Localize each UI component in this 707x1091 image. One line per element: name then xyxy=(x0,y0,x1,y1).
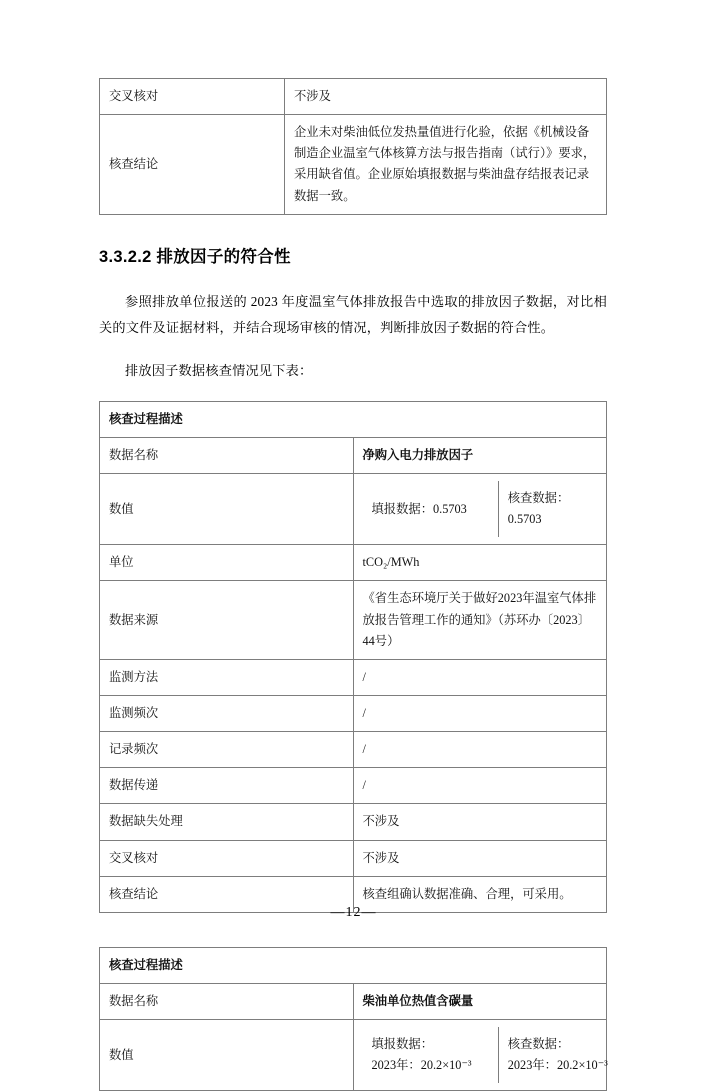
table-header-cell: 核查过程描述 xyxy=(100,401,607,437)
cell-label: 数据名称 xyxy=(100,983,354,1019)
verified-2023: 2023年：20.2×10⁻³ xyxy=(507,1058,608,1073)
spacer xyxy=(99,385,607,401)
cell-value: 不涉及 xyxy=(285,79,607,115)
cell-value: 企业未对柴油低位发热量值进行化验，依据《机械设备制造企业温室气体核算方法与报告指南（试行）》要求，采用缺省值。企业原始填报数据与柴油盘存结报表记录数据一致。 xyxy=(285,115,607,215)
cell-value-split xyxy=(353,1020,607,1091)
cell-value: 柴油单位热值含碳量 xyxy=(353,983,607,1019)
table-row xyxy=(100,437,607,473)
cell-label: 数值 xyxy=(100,473,354,544)
table-row xyxy=(100,659,607,695)
table-row xyxy=(100,115,607,215)
table-row xyxy=(100,732,607,768)
table-header-row xyxy=(100,401,607,437)
cell-value: 不涉及 xyxy=(353,840,607,876)
cell-value: / xyxy=(353,732,607,768)
cell-reported-value: 填报数据：0.5703 xyxy=(363,481,499,537)
spacer xyxy=(99,342,607,358)
cell-label: 数据名称 xyxy=(100,437,354,473)
table-lead-in: 排放因子数据核查情况见下表： xyxy=(125,363,313,379)
section-paragraph: 参照排放单位报送的 2023 年度温室气体排放报告中选取的排放因子数据，对比相关的文件及证据材料，并结合现场审核的情况，判断排放因子数据的符合性。 xyxy=(99,293,607,336)
table-row xyxy=(100,695,607,731)
cell-value: 核查组确认数据准确、合理，可采用。 xyxy=(353,876,607,912)
cell-label: 单位 xyxy=(100,545,354,581)
verified-label: 核查数据： xyxy=(507,1037,570,1052)
table-row xyxy=(100,473,607,544)
table-emission-factor-electricity xyxy=(99,401,607,913)
table-emission-factor-diesel xyxy=(99,947,607,1091)
table-row xyxy=(100,1020,607,1091)
table-row xyxy=(100,983,607,1019)
cell-value: / xyxy=(353,695,607,731)
table-row xyxy=(100,768,607,804)
cell-label: 数值 xyxy=(100,1020,354,1091)
table-row xyxy=(100,545,607,581)
table-row xyxy=(100,840,607,876)
table-continued-top xyxy=(99,78,607,215)
cell-value: / xyxy=(353,768,607,804)
cell-label: 数据缺失处理 xyxy=(100,804,354,840)
table-row xyxy=(100,79,607,115)
reported-2023: 2023年：20.2×10⁻³ xyxy=(371,1058,472,1073)
spacer xyxy=(99,215,607,243)
cell-label: 记录频次 xyxy=(100,732,354,768)
cell-label: 交叉核对 xyxy=(100,79,285,115)
cell-value: 《省生态环境厅关于做好2023年温室气体排放报告管理工作的通知》（苏环办〔2023〕44号） xyxy=(353,581,607,659)
table-header-row xyxy=(100,947,607,983)
cell-verified-value xyxy=(498,1027,608,1083)
cell-label: 数据来源 xyxy=(100,581,354,659)
cell-label: 监测频次 xyxy=(100,695,354,731)
page-content xyxy=(99,78,607,1091)
cell-value: tCO₂/MWh xyxy=(353,545,607,581)
cell-label: 核查结论 xyxy=(100,115,285,215)
cell-label: 核查结论 xyxy=(100,876,354,912)
section-heading: 3.3.2.2 排放因子的符合性 xyxy=(99,247,291,266)
cell-label: 数据传递 xyxy=(100,768,354,804)
cell-value-split xyxy=(353,473,607,544)
cell-label: 交叉核对 xyxy=(100,840,354,876)
table-row xyxy=(100,581,607,659)
reported-label: 填报数据： xyxy=(371,1037,433,1052)
cell-label: 监测方法 xyxy=(100,659,354,695)
table-header-cell: 核查过程描述 xyxy=(100,947,607,983)
cell-value: / xyxy=(353,659,607,695)
cell-verified-value: 核查数据：0.5703 xyxy=(507,490,570,527)
cell-value: 净购入电力排放因子 xyxy=(353,437,607,473)
spacer xyxy=(99,267,607,289)
page-number: —12— xyxy=(330,905,377,920)
cell-value: 不涉及 xyxy=(353,804,607,840)
cell-reported-value xyxy=(363,1027,499,1083)
table-row xyxy=(100,804,607,840)
